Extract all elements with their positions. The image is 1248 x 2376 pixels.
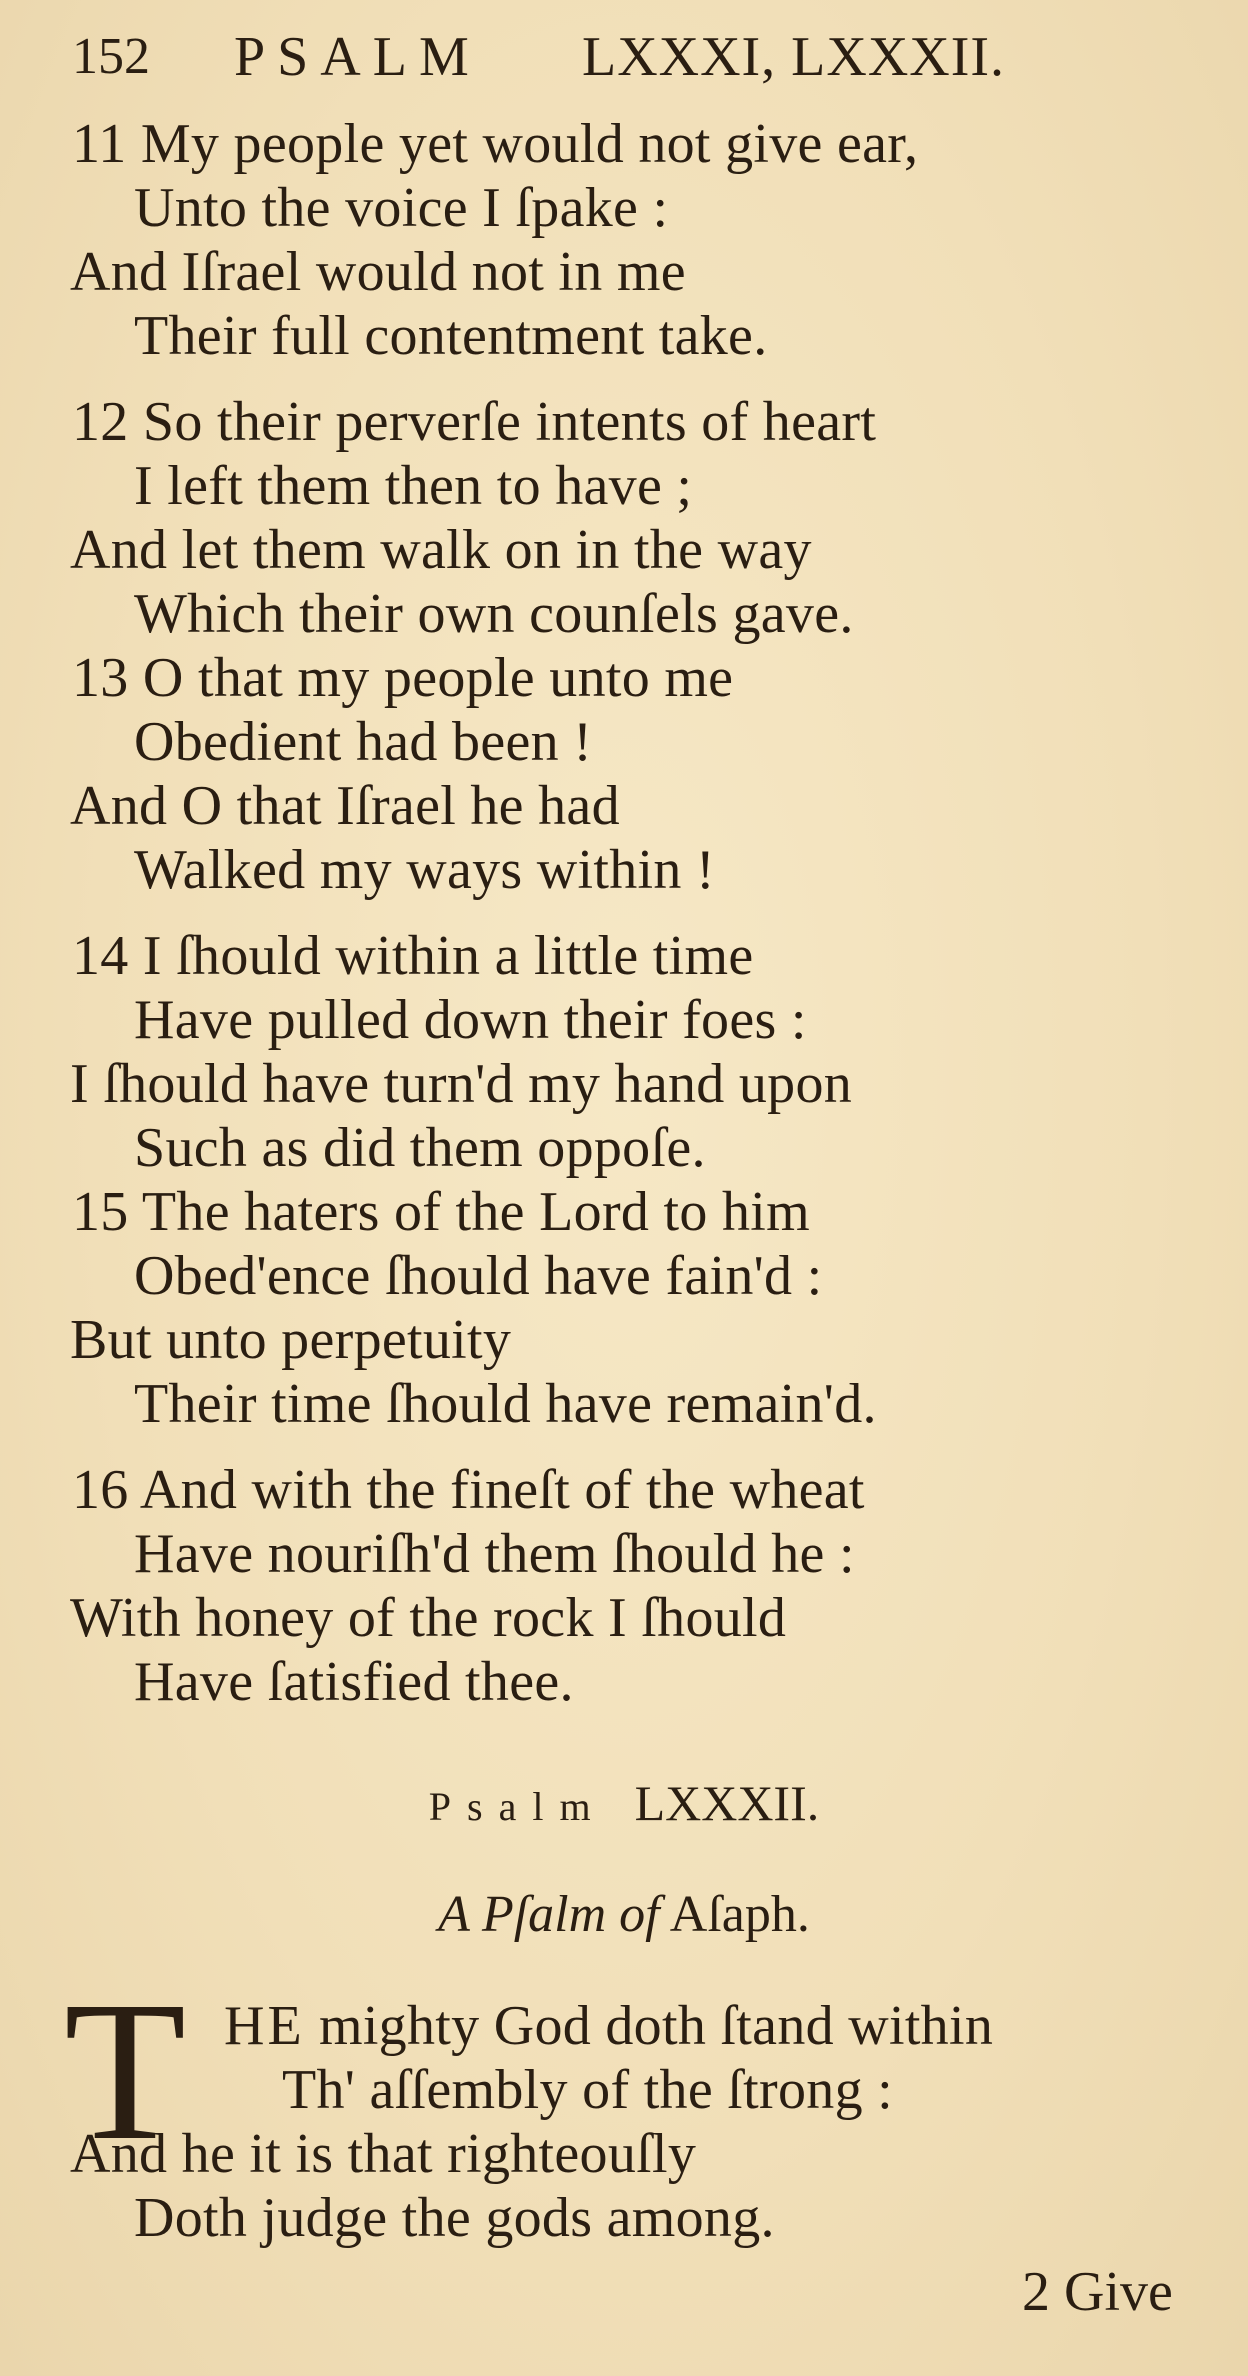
verse-line: Obedient had been !	[134, 711, 593, 773]
drop-cap: T	[64, 1961, 187, 2182]
verse-line: 16 And with the fineſt of the wheat	[72, 1459, 865, 1521]
psalm-heading	[0, 1768, 1248, 1842]
verse-number: 14	[72, 925, 129, 987]
verse-line: Which their own counſels gave.	[134, 583, 854, 645]
psalm-subtitle	[0, 1880, 1248, 1950]
verse-line: And Iſrael would not in me	[70, 241, 686, 303]
verse-line: Have pulled down their foes :	[134, 989, 807, 1051]
verse-line: Their full contentment take.	[134, 305, 768, 367]
verse-line: Have nouriſh'd them ſhould he :	[134, 1523, 855, 1585]
verse-line: HE mighty God doth ſtand within	[224, 1995, 994, 2057]
verse-line: And he it is that righteouſly	[70, 2123, 697, 2185]
verse-number: 15	[72, 1181, 129, 1243]
verse-line: 14 I ſhould within a little time	[72, 925, 754, 987]
verse-line: 13 O that my people unto me	[72, 647, 734, 709]
psalm-numbers: LXXXI, LXXXII.	[582, 26, 1006, 88]
verse-line: Have ſatisfied thee.	[134, 1651, 574, 1713]
verse-line: Doth judge the gods among.	[134, 2187, 775, 2249]
verse-line: Their time ſhould have remain'd.	[134, 1373, 877, 1435]
verse-line: And O that Iſrael he had	[70, 775, 620, 837]
running-title: PSALM	[234, 26, 481, 88]
psalm-subtitle-italic: A Pſalm of	[438, 1886, 660, 1943]
verse-number: 12	[72, 391, 129, 453]
first-word-caps: HE	[224, 1995, 305, 2057]
catchword: 2 Give	[1022, 2261, 1173, 2323]
verse-line: Such as did them oppoſe.	[134, 1117, 706, 1179]
psalm-heading-number: LXXXII.	[634, 1775, 820, 1831]
running-header	[72, 22, 1112, 92]
psalm-heading-word: Psalm	[428, 1784, 607, 1829]
verse-line: Th' aſſembly of the ſtrong :	[282, 2059, 894, 2121]
verse-line: With honey of the rock I ſhould	[70, 1587, 787, 1649]
verse-line: 12 So their perverſe intents of heart	[72, 391, 877, 453]
psalm-subtitle-name: Aſaph.	[669, 1886, 810, 1943]
verse-line: Obed'ence ſhould have fain'd :	[134, 1245, 823, 1307]
page-number: 152	[72, 28, 150, 85]
verse-line: Unto the voice I ſpake :	[134, 177, 669, 239]
verse-line: But unto perpetuity	[70, 1309, 512, 1371]
verse-line: I left them then to have ;	[134, 455, 693, 517]
verse-number: 16	[72, 1459, 129, 1521]
verse-line: And let them walk on in the way	[70, 519, 812, 581]
verse-line: 15 The haters of the Lord to him	[72, 1181, 810, 1243]
verse-line: I ſhould have turn'd my hand upon	[70, 1053, 853, 1115]
verse-line: 11 My people yet would not give ear,	[72, 113, 919, 175]
verse-number: 13	[72, 647, 129, 709]
verse-line: Walked my ways within !	[134, 839, 715, 901]
verse-number: 11	[72, 113, 127, 175]
